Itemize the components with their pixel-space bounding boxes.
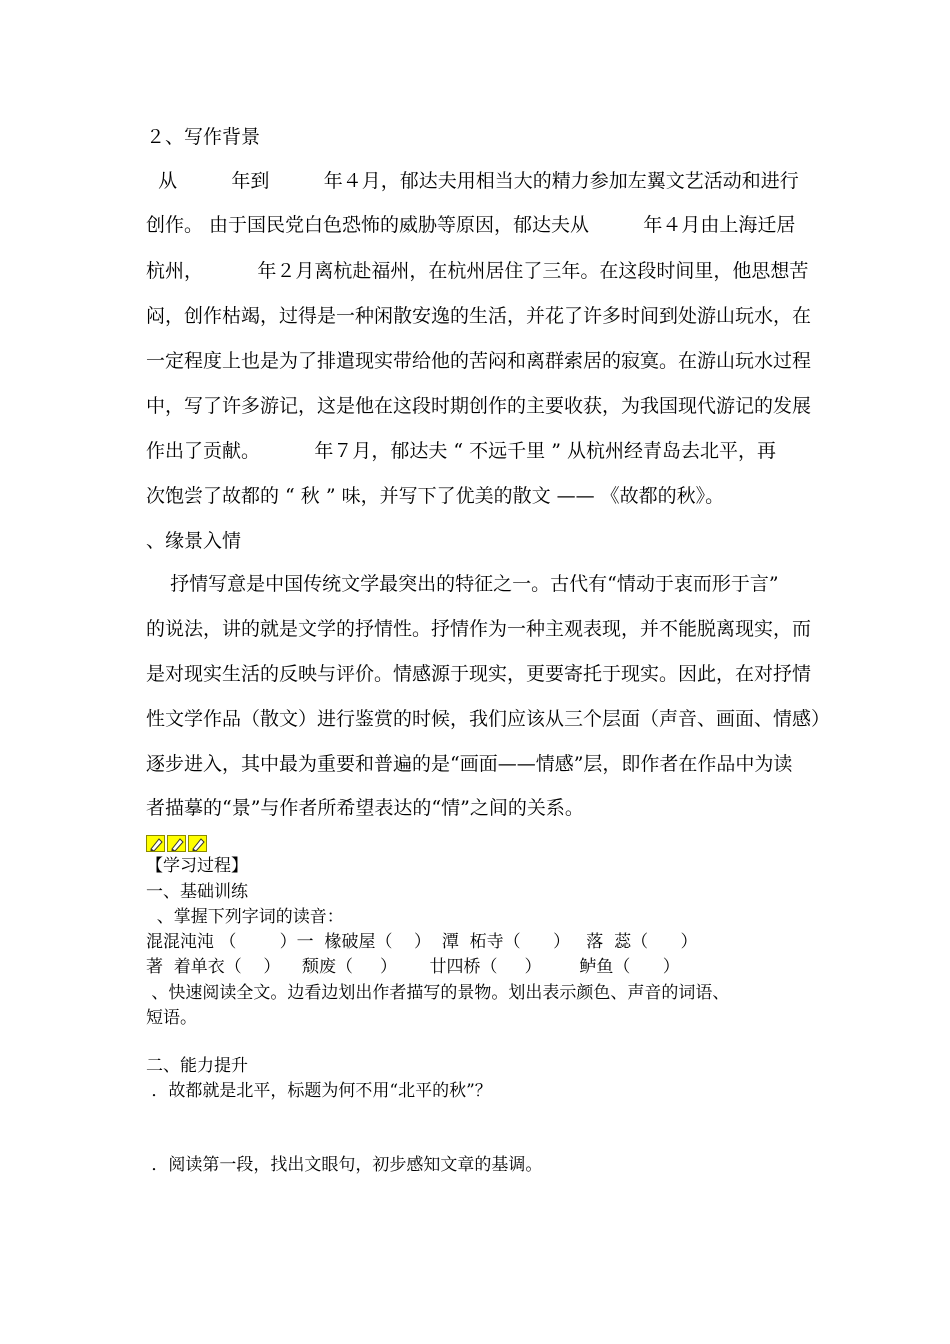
- exercise-item-cont: 短语。: [146, 1008, 197, 1028]
- exercise-item: 、掌握下列字词的读音：: [146, 907, 344, 927]
- text-line: 闷，创作枯竭，过得是一种闲散安逸的生活，并花了许多时间到处游山玩水，在: [146, 305, 812, 327]
- text-line: 逐步进入，其中最为重要和普遍的是“画面——情感”层，即作者在作品中为读: [146, 753, 793, 775]
- text-line: 一定程度上也是为了排遣现实带给他的苦闷和离群索居的寂寞。在游山玩水过程: [146, 350, 812, 372]
- text-line-heading: 、缘景入情: [146, 530, 242, 552]
- text-line-heading: ２、写作背景: [146, 126, 261, 148]
- text-line: 者描摹的“景”与作者所希望表达的“情”之间的关系。: [146, 797, 584, 819]
- text-line: 杭州， 年２月离杭赴福州，在杭州居住了三年。在这段时间里，他思想苦: [146, 260, 809, 282]
- edit-icon: [146, 835, 165, 852]
- part1-title: 一、基础训练: [146, 882, 248, 902]
- question-2: ．阅读第一段，找出文眼句，初步感知文章的基调。: [146, 1155, 543, 1175]
- text-line: 性文学作品（散文）进行鉴赏的时候，我们应该从三个层面（声音、画面、情感）: [146, 708, 831, 730]
- text-line: 抒情写意是中国传统文学最突出的特征之一。古代有“情动于衷而形于言”: [146, 573, 779, 595]
- question-1: ．故都就是北平，标题为何不用“北平的秋”？: [146, 1081, 492, 1101]
- text-line: 的说法，讲的就是文学的抒情性。抒情作为一种主观表现，并不能脱离现实，而: [146, 618, 812, 640]
- icon-group: [146, 835, 207, 852]
- text-line: 创作。 由于国民党白色恐怖的威胁等原因，郁达夫从 年４月由上海迁居: [146, 214, 796, 236]
- pronunciation-row: 混混沌沌 （ ）一 椽破屋（ ） 潭 柘寺（ ） 落 蕊（ ）: [146, 932, 698, 952]
- section-title: 【学习过程】: [146, 856, 248, 876]
- edit-icon: [167, 835, 186, 852]
- edit-icon: [188, 835, 207, 852]
- text-line: 中，写了许多游记，这是他在这段时期创作的主要收获，为我国现代游记的发展: [146, 395, 812, 417]
- exercise-item: 、快速阅读全文。边看边划出作者描写的景物。划出表示颜色、声音的词语、: [146, 983, 730, 1003]
- text-line: 次饱尝了故都的 “ 秋 ” 味，并写下了优美的散文 —— 《故都的秋》。: [146, 485, 725, 507]
- pronunciation-row: 著 着单衣（ ） 颓废（ ） 廿四桥（ ） 鲈鱼（ ）: [146, 957, 680, 977]
- text-line: 是对现实生活的反映与评价。情感源于现实，更要寄托于现实。因此，在对抒情: [146, 663, 812, 685]
- text-line: 作出了贡献。 年７月，郁达夫 “ 不远千里 ” 从杭州经青岛去北平，再: [146, 440, 776, 462]
- part2-title: 二、能力提升: [146, 1056, 248, 1076]
- text-line: 从 年到 年４月，郁达夫用相当大的精力参加左翼文艺活动和进行: [146, 170, 799, 192]
